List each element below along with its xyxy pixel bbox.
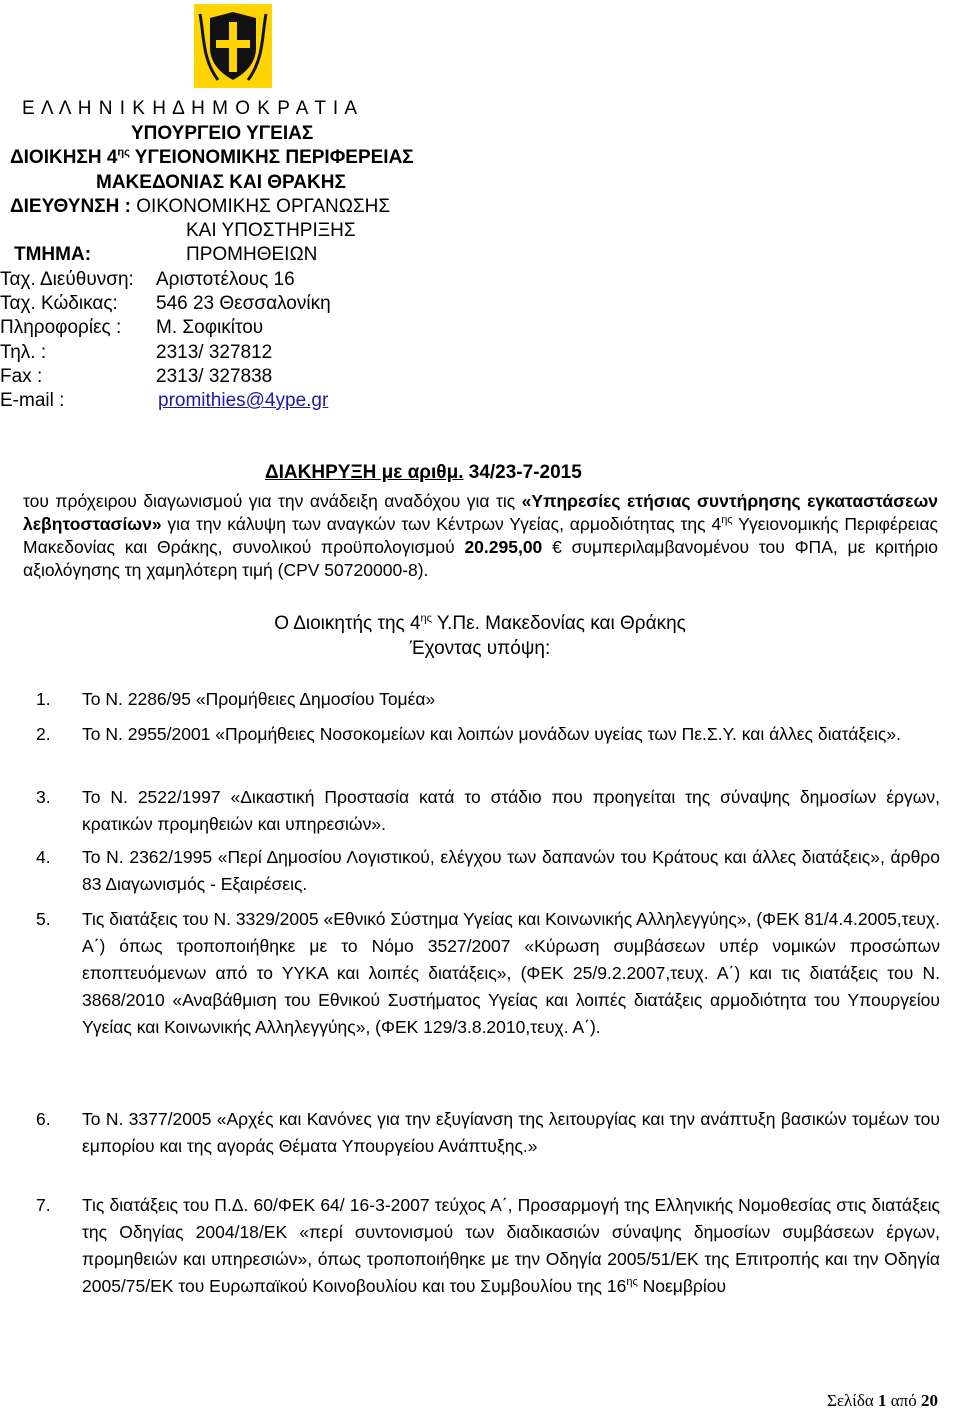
list-item: 5. Τις διατάξεις του Ν. 3329/2005 «Εθνικό Σύστημα Υγείας και Κοινωνικής Αλληλεγγύης», (ΦΕΚ 81/4.4.2005,τευχ. Α΄) όπως τροποποιήθηκε με το Νόμο 3527/2007 «Κύρωση συμβάσεων υπέρ νομικών προσώπων εποπτευόμενων από το ΥΥΚΑ και λοιπές διατάξεις», (ΦΕΚ 25/9.2.2007,τευχ. Α΄) και τις διατάξεις του Ν. 3868/2010 «Αναβάθμιση του Εθνικού Συστήματος Υγείας και λοιπές διατάξεις αρμοδιότητα του Υπουργείου Υγείας και Κοινωνικής Αλληλεγγύης», (ΦΕΚ 129/3.8.2010,τευχ. Α΄). [36,909,940,1037]
considering-line: Έχοντας υπόψη: [409,638,551,659]
country-name: Ε Λ Λ Η Ν Ι Κ Η Δ Η Μ Ο Κ Ρ Α Τ Ι Α [22,98,359,119]
national-emblem [194,4,272,88]
email-link[interactable]: promithies@4ype.gr [158,390,329,411]
phone-value: 2313/ 327812 [156,342,273,363]
list-item: 6. Το Ν. 3377/2005 «Αρχές και Κανόνες για την εξυγίανση της λειτουργίας και την ανάπτυξη βασικών τομέων του εμπορίου και της αγοράς Θέματα Υπουργείου Ανάπτυξης.» [36,1109,940,1156]
administration-name: ΔΙΟΙΚΗΣΗ $4^{\eta\varsigma}$ ΥΓΕΙΟΝΟΜΙΚΗΣ ΠΕΡΙΦΕΡΕΙΑΣ [10,146,414,168]
postal-value: 546 23 Θεσσαλονίκη [156,293,331,314]
email-label: E-mail : [0,390,65,411]
fax-label: Fax : [0,366,43,387]
fax-value: 2313/ 327838 [156,366,273,387]
info-value: Μ. Σοφικίτου [156,317,264,338]
intro-paragraph: του πρόχειρου διαγωνισμού για την ανάδειξη αναδόχου για τις «Υπηρεσίες ετήσιας συντήρησης εγκαταστάσεων λεβητοστασίων» για την κάλυψη των αναγκών των Κέντρων Υγείας, αρμοδιότητας της $4^{\eta\varsigma}$ Υγειονομικής Περιφέρειας Μακεδονίας και Θράκης, συνολικού προϋπολογισμού 20.295,00 € συμπεριλαμβανομένου του ΦΠΑ, με κριτήριο αξιολόγησης τη χαμηλότερη τιμή (CPV 50720000-8). [23,491,938,580]
list-item: 2. Το Ν. 2955/2001 «Προμήθειες Νοσοκομείων και λοιπών μονάδων υγείας των Πε.Σ.Υ. και άλλες διατάξεις». [36,724,901,744]
proclamation-title: ΔΙΑΚΗΡΥΞΗ με αριθμ. 34/23-7-2015 [265,462,582,483]
address-value: Αριστοτέλους 16 [156,269,295,290]
directorate-line2: ΚΑΙ ΥΠΟΣΤΗΡΙΞΗΣ [186,220,356,241]
department-value: ΠΡΟΜΗΘΕΙΩΝ [186,244,318,265]
directorate: ΔΙΕΥΘΥΝΣΗ : ΟΙΚΟΝΟΜΙΚΗΣ ΟΡΓΑΝΩΣΗΣ [10,196,391,217]
region-name: ΜΑΚΕΔΟΝΙΑΣ ΚΑΙ ΘΡΑΚΗΣ [96,172,346,193]
postal-label: Ταχ. Κώδικας: [0,293,118,314]
list-item: 3. Το Ν. 2522/1997 «Δικαστική Προστασία κατά το στάδιο που προηγείται της σύναψης δημοσίων έργων, κρατικών προμηθειών και υπηρεσιών». [36,787,940,834]
list-item: 1. Το Ν. 2286/95 «Προμήθειες Δημοσίου Τομέα» [36,689,436,709]
list-item: 7. Τις διατάξεις του Π.Δ. 60/ΦΕΚ 64/ 16-3-2007 τεύχος Α΄, Προσαρμογή της Ελληνικής Νομοθεσίας στις διατάξεις της Οδηγίας 2004/18/ΕΚ «περί συντονισμού των διαδικασιών σύναψης δημοσίων συμβάσεων έργων, προμηθειών και υπηρεσιών», όπως τροποποιήθηκε με την Οδηγία 2005/51/ΕΚ της Επιτροπής και την Οδηγία 2005/75/ΕΚ του Ευρωπαϊκού Κοινοβουλίου και του Συμβουλίου της $16^{\eta\varsigma}$ Νοεμβρίου [36,1195,940,1296]
department-label: ΤΜΗΜΑ: [14,244,92,265]
emblem-icon [194,4,272,88]
list-item: 4. Το Ν. 2362/1995 «Περί Δημοσίου Λογιστικού, ελέγχου των δαπανών του Κράτους και άλλες διατάξεις», άρθρο 83 Διαγωνισμός - Εξαιρέσεις. [36,847,940,894]
governor-line: Ο Διοικητής της $4^{\eta\varsigma}$ Υ.Πε. Μακεδονίας και Θράκης [274,612,686,634]
page-number: Σελίδα 1 από 20 [826,1391,938,1410]
address-label: Ταχ. Διεύθυνση: [0,269,134,290]
ministry-name: ΥΠΟΥΡΓΕΙΟ ΥΓΕΙΑΣ [131,123,314,144]
info-label: Πληροφορίες : [0,317,122,338]
phone-label: Τηλ. : [0,342,47,363]
